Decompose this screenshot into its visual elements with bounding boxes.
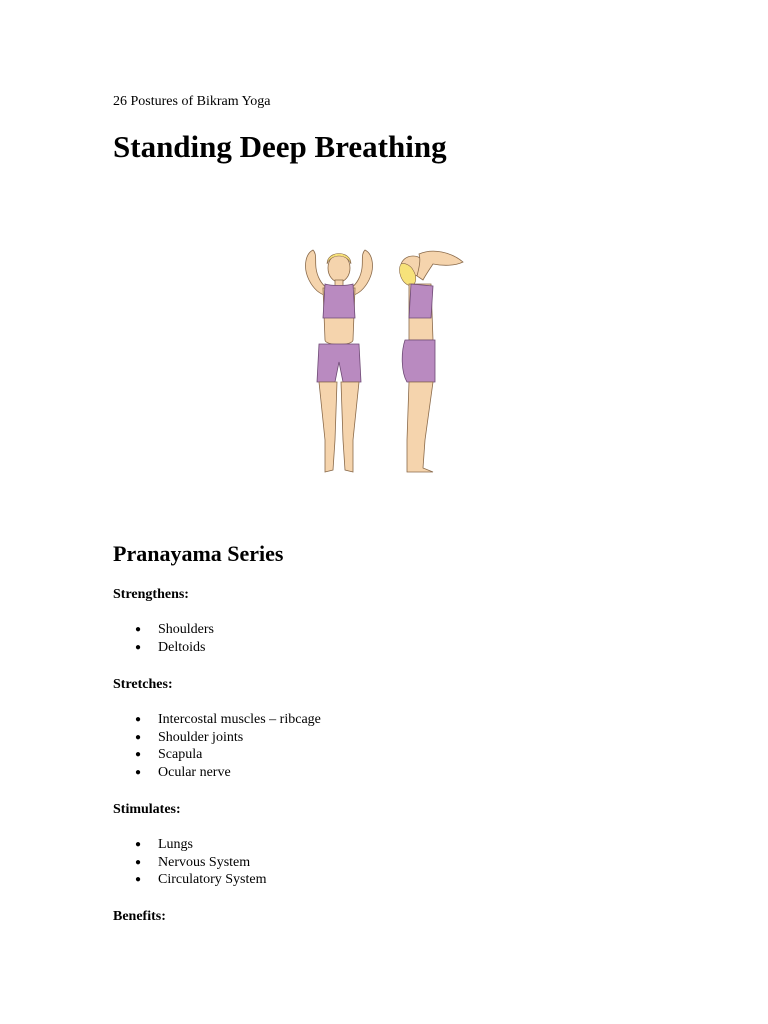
bullet-icon: ● xyxy=(135,856,142,868)
section-title: Pranayama Series xyxy=(113,541,284,566)
document-kicker: 26 Postures of Bikram Yoga xyxy=(113,94,271,109)
list-item-text: Ocular nerve xyxy=(158,764,231,780)
list-item xyxy=(113,746,321,764)
bullet-icon: ● xyxy=(135,839,142,850)
list-item-text: Shoulder joints xyxy=(158,729,244,745)
stimulates-label: Stimulates: xyxy=(113,802,181,817)
strengthens-list xyxy=(113,621,214,656)
list-item xyxy=(113,621,214,639)
front-figure xyxy=(306,250,373,472)
list-item-text: Deltoids xyxy=(158,639,206,655)
list-item-text: Scapula xyxy=(158,747,203,763)
list-item-text: Intercostal muscles – ribcage xyxy=(158,712,321,727)
list-item-text: Shoulders xyxy=(158,622,214,637)
list-item xyxy=(113,729,321,747)
list-item xyxy=(113,854,267,872)
list-item-text: Lungs xyxy=(158,837,193,852)
side-figure xyxy=(399,251,463,472)
bullet-icon: ● xyxy=(135,749,142,761)
stimulates-list xyxy=(113,836,267,889)
benefits-label: Benefits: xyxy=(113,909,166,924)
bullet-icon: ● xyxy=(135,731,142,743)
list-item xyxy=(113,639,214,657)
list-item xyxy=(113,764,321,782)
bullet-icon: ● xyxy=(135,641,142,653)
stretches-label: Stretches: xyxy=(113,677,173,692)
list-item xyxy=(113,836,267,854)
bullet-icon: ● xyxy=(135,714,142,725)
list-item-text: Circulatory System xyxy=(158,872,267,888)
bullet-icon: ● xyxy=(135,874,142,886)
list-item xyxy=(113,871,267,889)
strengthens-label: Strengthens: xyxy=(113,587,189,602)
stretches-list xyxy=(113,711,321,781)
list-item-text: Nervous System xyxy=(158,854,251,870)
bullet-icon: ● xyxy=(135,624,142,635)
posture-illustration xyxy=(283,240,493,485)
page-title: Standing Deep Breathing xyxy=(113,129,447,164)
list-item xyxy=(113,711,321,729)
bullet-icon: ● xyxy=(135,766,142,778)
